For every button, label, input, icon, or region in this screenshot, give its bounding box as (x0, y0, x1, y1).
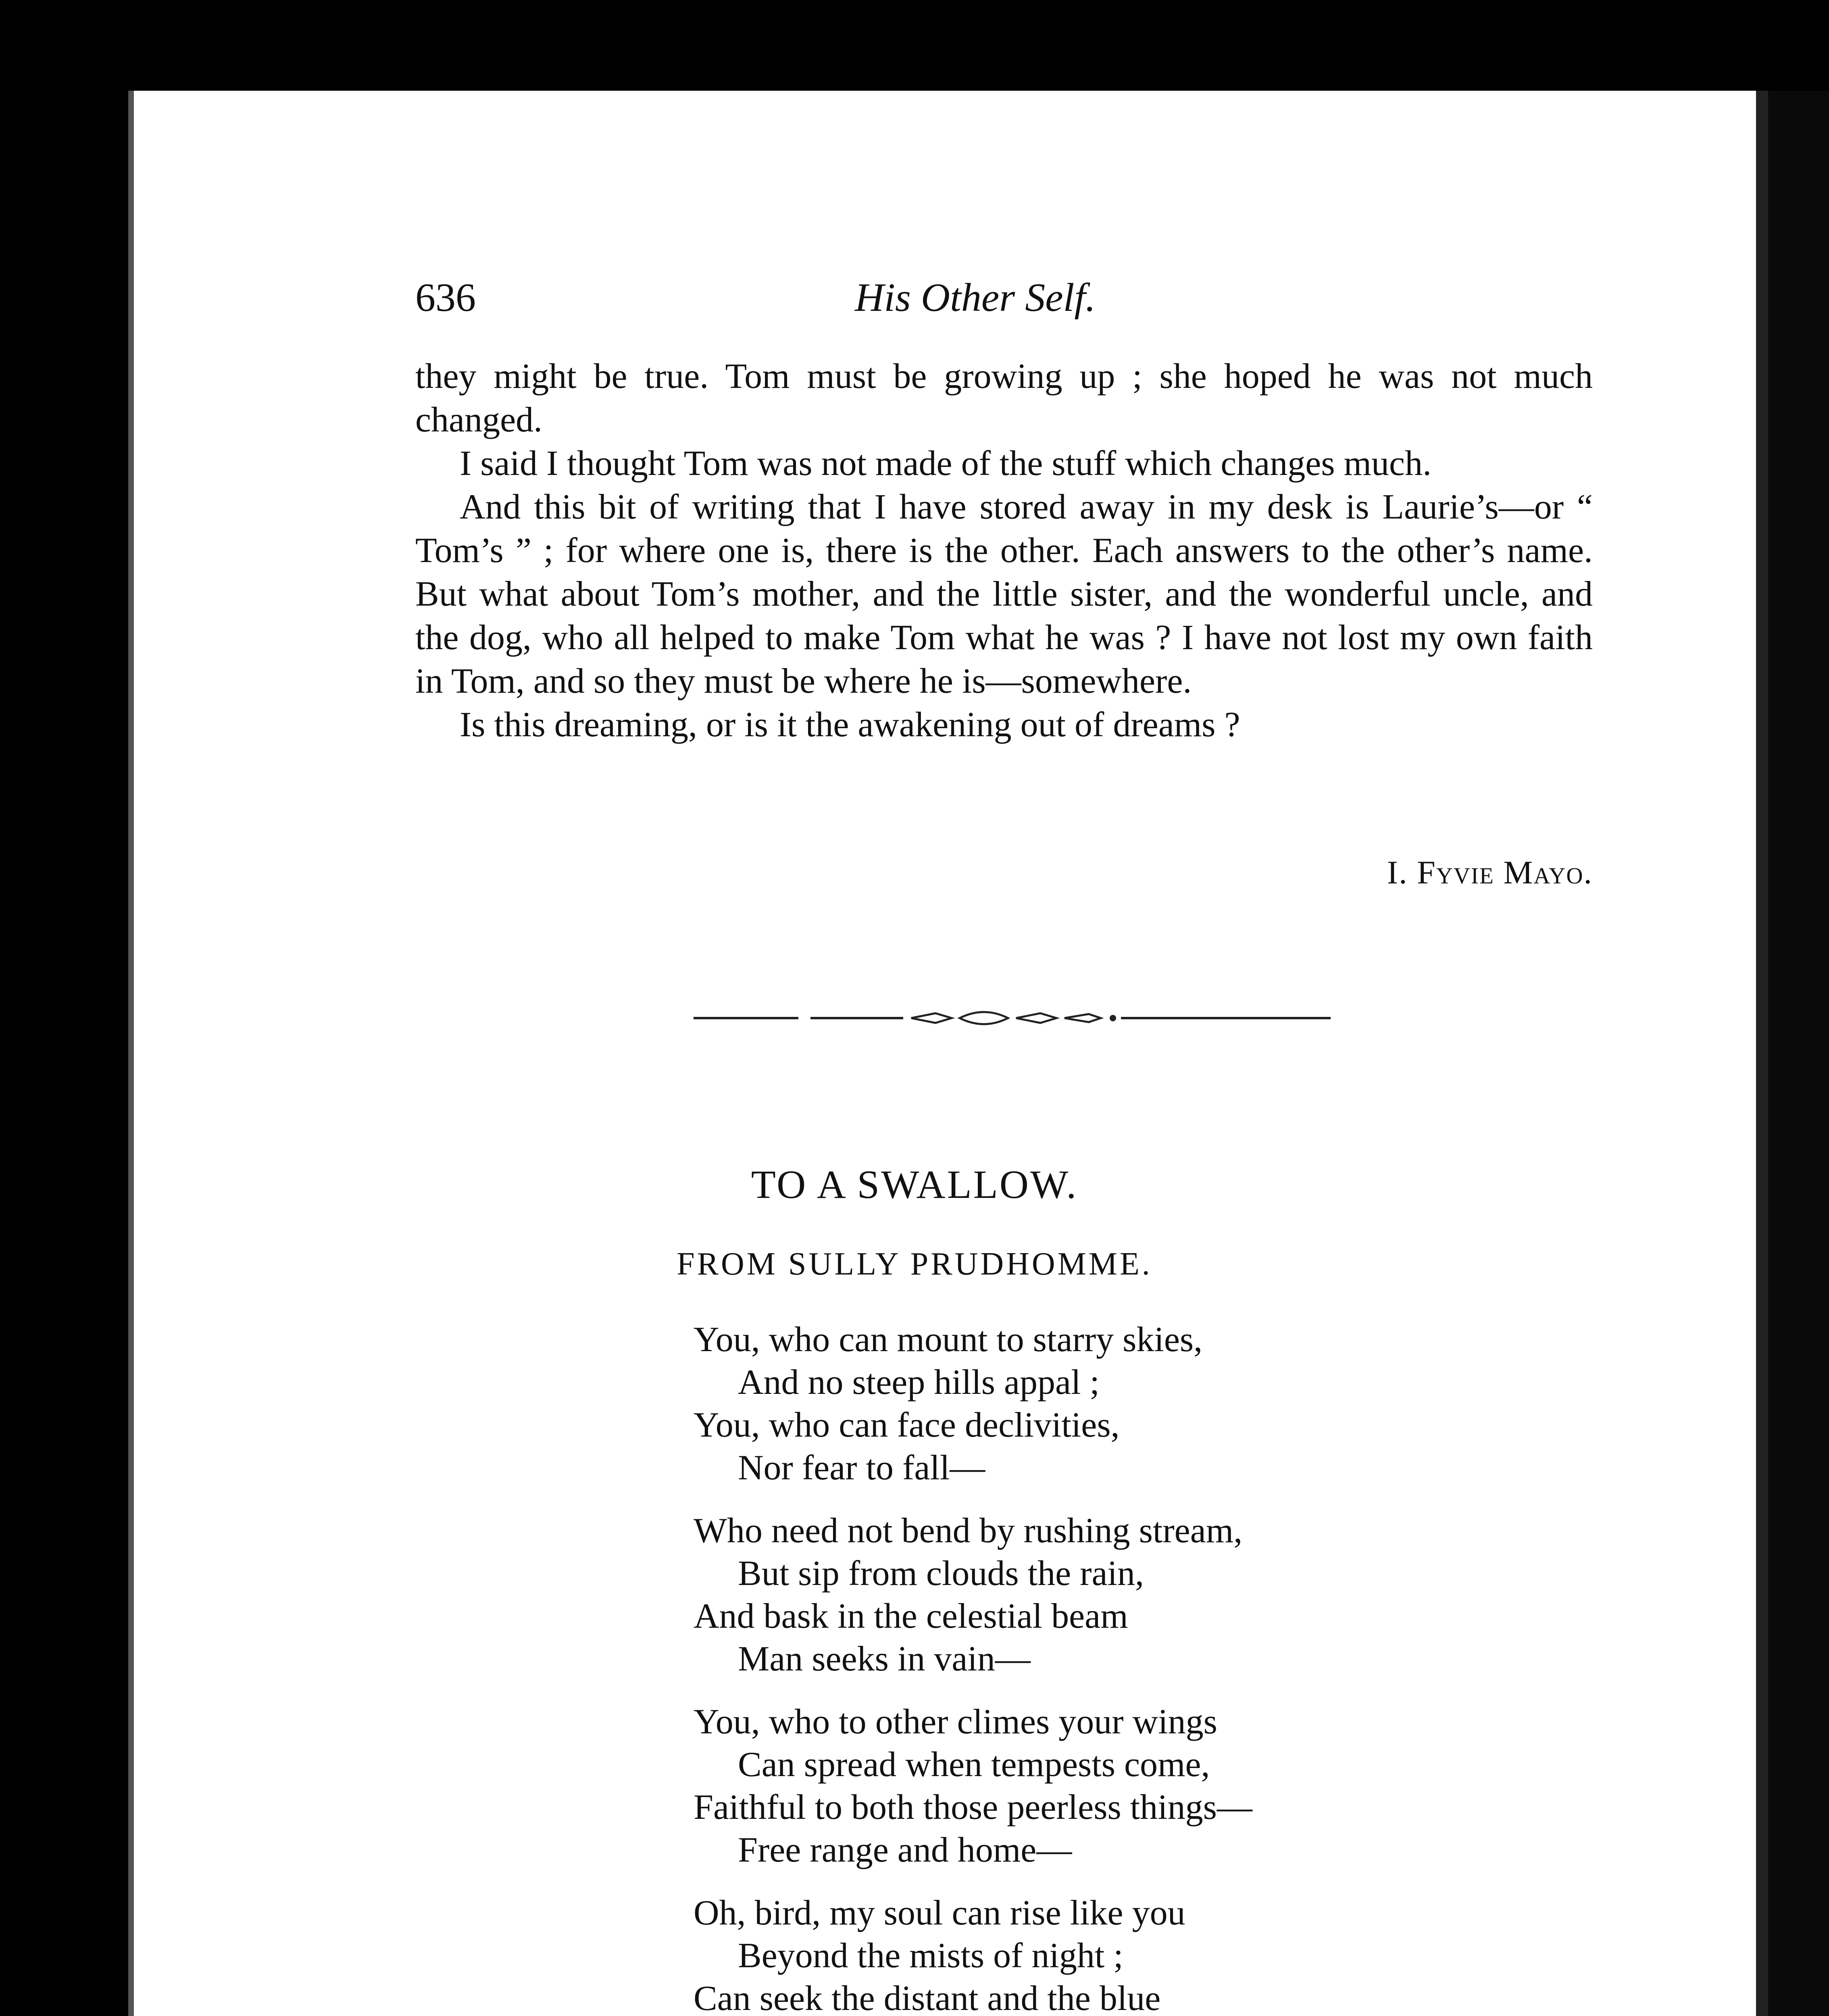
poem-line: You, who can mount to starry skies, (694, 1320, 1203, 1359)
article-ending (415, 355, 1593, 891)
poem-stanza (694, 1892, 1621, 2016)
poem-line: And no steep hills appal ; (738, 1363, 1100, 1402)
poem-line: Free range and home— (738, 1831, 1072, 1870)
poem-subtitle: FROM SULLY PRUDHOMME. (677, 1246, 1152, 1282)
poem-stanza (694, 1318, 1621, 1489)
page-right-edge (1756, 91, 1768, 2016)
page-number: 636 (415, 275, 476, 320)
poem-line: Faithful to both those peerless things— (694, 1788, 1252, 1827)
article-signature: I. Fyvie Mayo. (1387, 854, 1593, 891)
poem-stanza (694, 1701, 1621, 1872)
poem-line: Who need not bend by rushing stream, (694, 1511, 1243, 1550)
prose-paragraph: Is this dreaming, or is it the awakening out of dreams ? (460, 705, 1240, 744)
poem-line: Can spread when tempests come, (738, 1745, 1210, 1784)
poem-line: But sip from clouds the rain, (738, 1554, 1144, 1593)
poem-stanza (694, 1510, 1621, 1681)
poem-line: Nor fear to fall— (738, 1448, 985, 1487)
poem-line: Man seeks in vain— (738, 1639, 1031, 1679)
poem-line: And bask in the celestial beam (694, 1597, 1128, 1636)
running-title: His Other Self. (855, 275, 1096, 320)
page-gutter-shadow (1768, 91, 1829, 2016)
prose-paragraph: And this bit of writing that I have stored away in my desk is Laurie’s—or “ Tom’s ” ; for where one is, there is the other. Each answers to the other’s name. But what about Tom’s mother, and the little sister, and the wonderful uncle, and the dog, who all helped to make Tom what he was ? I have not lost my own faith in Tom, and so they must be where he is—somewhere. (415, 487, 1593, 701)
poem-title: TO A SWALLOW. (751, 1162, 1078, 1207)
prose-paragraph: they might be true. Tom must be growing up ; she hoped he was not much changed. (415, 357, 1593, 439)
prose-paragraph: I said I thought Tom was not made of the stuff which changes much. (460, 444, 1432, 483)
poem-body (694, 1318, 1621, 2016)
poem-line: You, who can face declivities, (694, 1406, 1120, 1445)
page-left-edge (128, 91, 134, 2016)
poem-line: You, who to other climes your wings (694, 1702, 1217, 1741)
poem-line: Can seek the distant and the blue (694, 1979, 1161, 2016)
ornamental-divider (694, 1006, 1331, 1030)
poem-line: Oh, bird, my soul can rise like you (694, 1893, 1185, 1933)
poem-line: Beyond the mists of night ; (738, 1936, 1123, 1975)
page-header (415, 274, 1593, 331)
